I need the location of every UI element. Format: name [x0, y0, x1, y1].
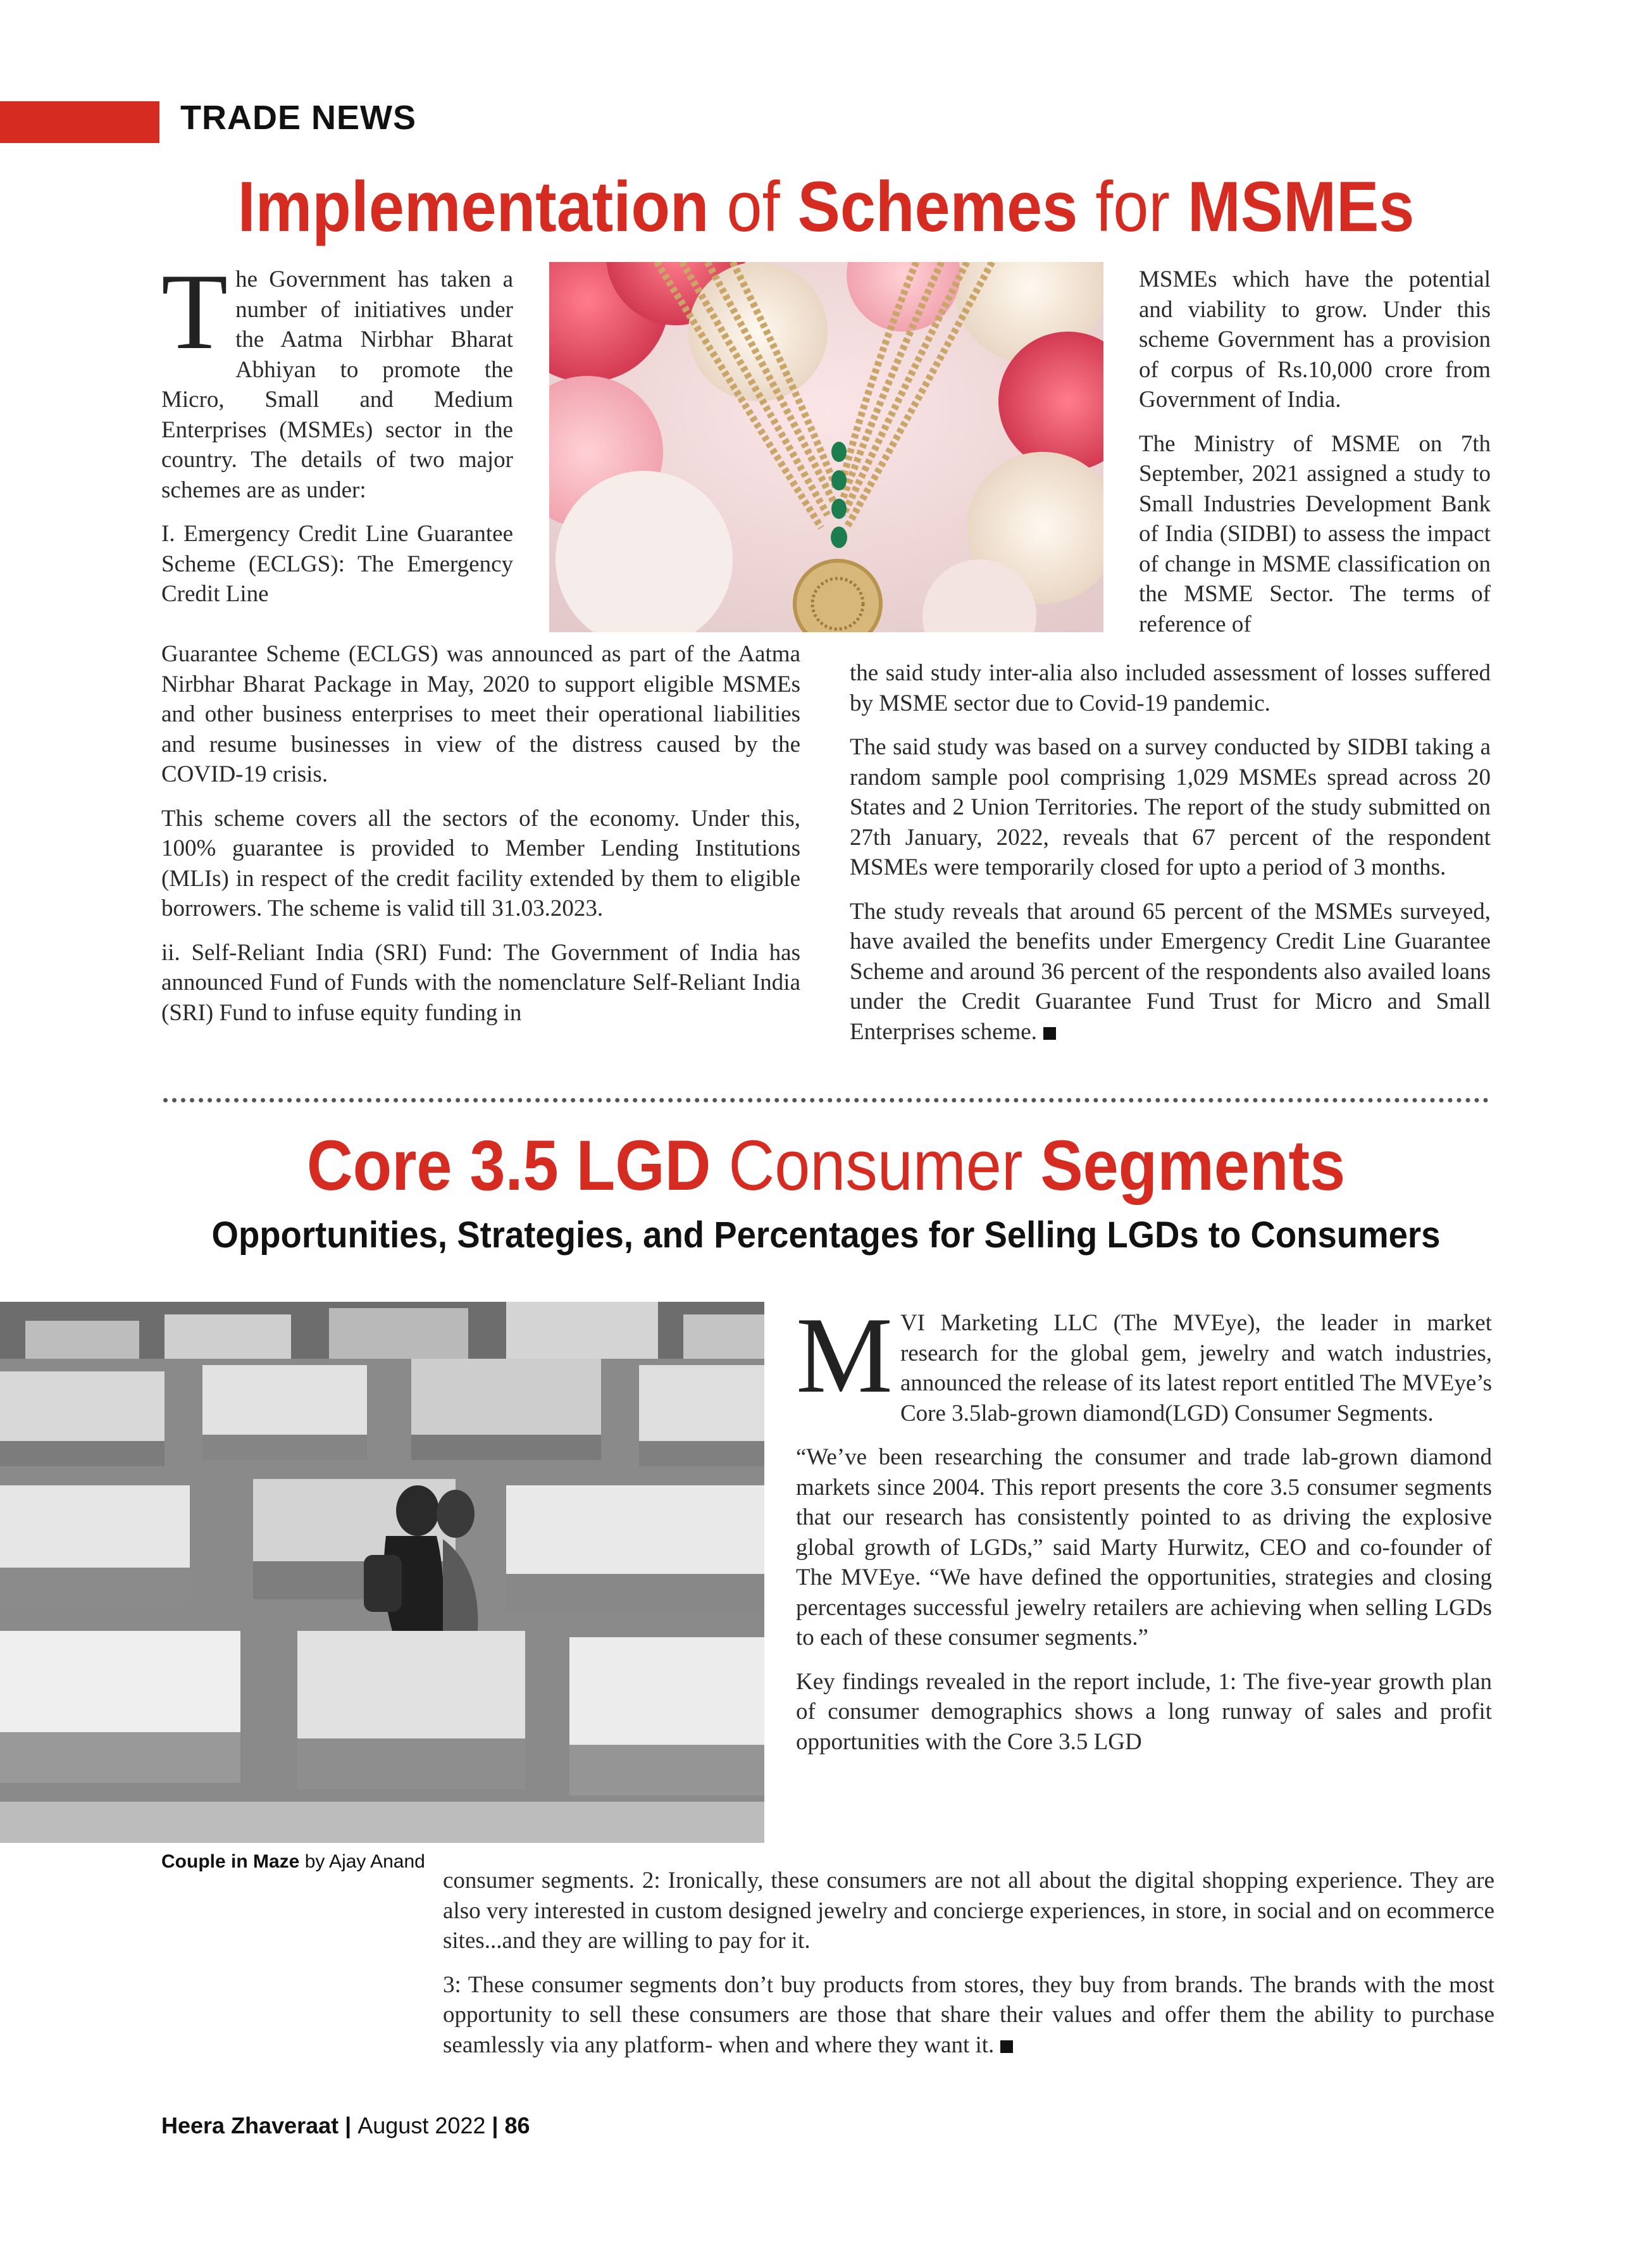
caption-credit: by Ajay Anand: [299, 1851, 425, 1872]
section-red-bar: [0, 101, 159, 143]
paragraph: ii. Self-Reliant India (SRI) Fund: The Government of India has announced Fund of Funds with the nomenclature Self-Reliant India (SRI) Fund to infuse equity funding in: [161, 939, 800, 1026]
caption-title: Couple in Maze: [161, 1851, 300, 1872]
drop-cap: T: [161, 252, 228, 372]
paragraph: the said study inter-alia also included assessment of losses suffered by MSME sector due to Covid-19 pandemic.: [850, 660, 1491, 716]
paragraph: “We’ve been researching the consumer and trade lab-grown diamond markets since 2004. This report presents the core 3.5 consumer segments that our research has consistently pointed to as driving the explosive global growth of LGDs,” said Marty Hurwitz, CEO and co-founder of The MVEye. “We have defined the opportunities, strategies and closing percentages successful jewelry retailers are achieving when selling LGDs to each of these consumer segments.”: [796, 1444, 1492, 1650]
photo-caption: [161, 1851, 425, 1873]
footer-date: August 2022: [357, 2112, 486, 2138]
footer-publication: Heera Zhaveraat: [161, 2112, 339, 2138]
paragraph: The said study was based on a survey conducted by SIDBI taking a random sample pool comprising 1,029 MSMEs spread across 20 States and 2 Union Territories. The report of the study submitted on 27th January, 2022, reveals that 67 percent of the respondent MSMEs were temporarily closed for upto a period of 3 months.: [850, 734, 1491, 880]
page-number: 86: [504, 2112, 530, 2138]
article2-right-column: [796, 1295, 1492, 1771]
paragraph: I. Emergency Credit Line Guarantee Scheme (ECLGS): The Emergency Credit Line: [161, 521, 513, 607]
article2-title: [83, 1125, 1570, 1207]
footer-separator: |: [338, 2112, 358, 2138]
title-word: for: [1078, 167, 1188, 246]
article-divider: [163, 1098, 1489, 1102]
end-mark: [1000, 2040, 1013, 2053]
article1-right-column-lower: [850, 658, 1491, 1061]
title-word: MSMEs: [1187, 167, 1415, 246]
title-word: Consumer: [711, 1126, 1041, 1205]
title-word: Implementation: [237, 167, 709, 246]
article2-subtitle: Opportunities, Strategies, and Percentages for Selling LGDs to Consumers: [211, 1214, 1441, 1256]
title-word: of: [709, 167, 798, 246]
paragraph: he Government has taken a number of initiatives under the Aatma Nirbhar Bharat Abhiyan to promote the Micro, Small and Medium Enterprises (MSMEs) sector in the country. The details of two major schemes are as under:: [161, 266, 513, 503]
paragraph: This scheme covers all the sectors of the economy. Under this, 100% guarantee is provided to Member Lending Institutions (MLIs) in respect of the credit facility extended by them to eligible borrowers. The scheme is valid till 31.03.2023.: [161, 805, 800, 921]
page-footer: [161, 2112, 530, 2139]
section-label: TRADE NEWS: [180, 99, 416, 137]
paragraph: The Ministry of MSME on 7th September, 2021 assigned a study to Small Industries Development Bank of India (SIDBI) to assess the impact of change in MSME classification on the MSME Sector. The terms of reference of: [1139, 430, 1491, 637]
end-mark: [1043, 1027, 1056, 1040]
title-word: Schemes: [797, 167, 1078, 246]
paragraph: MSMEs which have the potential and viability to grow. Under this scheme Government has a provision of corpus of Rs.10,000 crore from Government of India.: [1139, 266, 1491, 413]
necklace-photo: [549, 262, 1103, 632]
article1-intro-column: [161, 252, 513, 623]
drop-cap: M: [796, 1295, 893, 1416]
title-word: Segments: [1040, 1126, 1346, 1205]
title-word: Core 3.5 LGD: [306, 1126, 711, 1205]
couple-in-maze-photo: [0, 1302, 764, 1843]
paragraph: The study reveals that around 65 percent of the MSMEs surveyed, have availed the benefits under Emergency Credit Line Guarantee Scheme and around 36 percent of the respondents also availed loans under the Credit Guarantee Fund Trust for Micro and Small Enterprises scheme.: [850, 898, 1491, 1045]
article1-title: [83, 166, 1570, 248]
paragraph: consumer segments. 2: Ironically, these consumers are not all about the digital shopping experience. They are also very interested in custom designed jewelry and concierge experiences, in store, in social and on ecommerce sites...and they are willing to pay for it.: [443, 1868, 1494, 1954]
paragraph: Key findings revealed in the report include, 1: The five-year growth plan of consumer demographics shows a long runway of sales and profit opportunities with the Core 3.5 LGD: [796, 1668, 1492, 1755]
article2-lower-column: [443, 1866, 1494, 2074]
paragraph: 3: These consumer segments don’t buy products from stores, they buy from brands. The brands with the most opportunity to sell these consumers are those that share their values and offer them the ability to purchase seamlessly via any platform- when and where they want it.: [443, 1971, 1494, 2058]
article1-right-column: [1139, 265, 1491, 653]
footer-separator: |: [485, 2112, 505, 2138]
paragraph: VI Marketing LLC (The MVEye), the leader in market research for the global gem, jewelry and watch industries, announced the release of its latest report entitled The MVEye’s Core 3.5lab-grown diamond(LGD) Consumer Segments.: [900, 1310, 1492, 1426]
article1-left-column: [161, 639, 800, 1042]
paragraph: Guarantee Scheme (ECLGS) was announced as part of the Aatma Nirbhar Bharat Package in May, 2020 to support eligible MSMEs and other business enterprises to meet their operational liabilities and resume businesses in view of the distress caused by the COVID-19 crisis.: [161, 641, 800, 787]
